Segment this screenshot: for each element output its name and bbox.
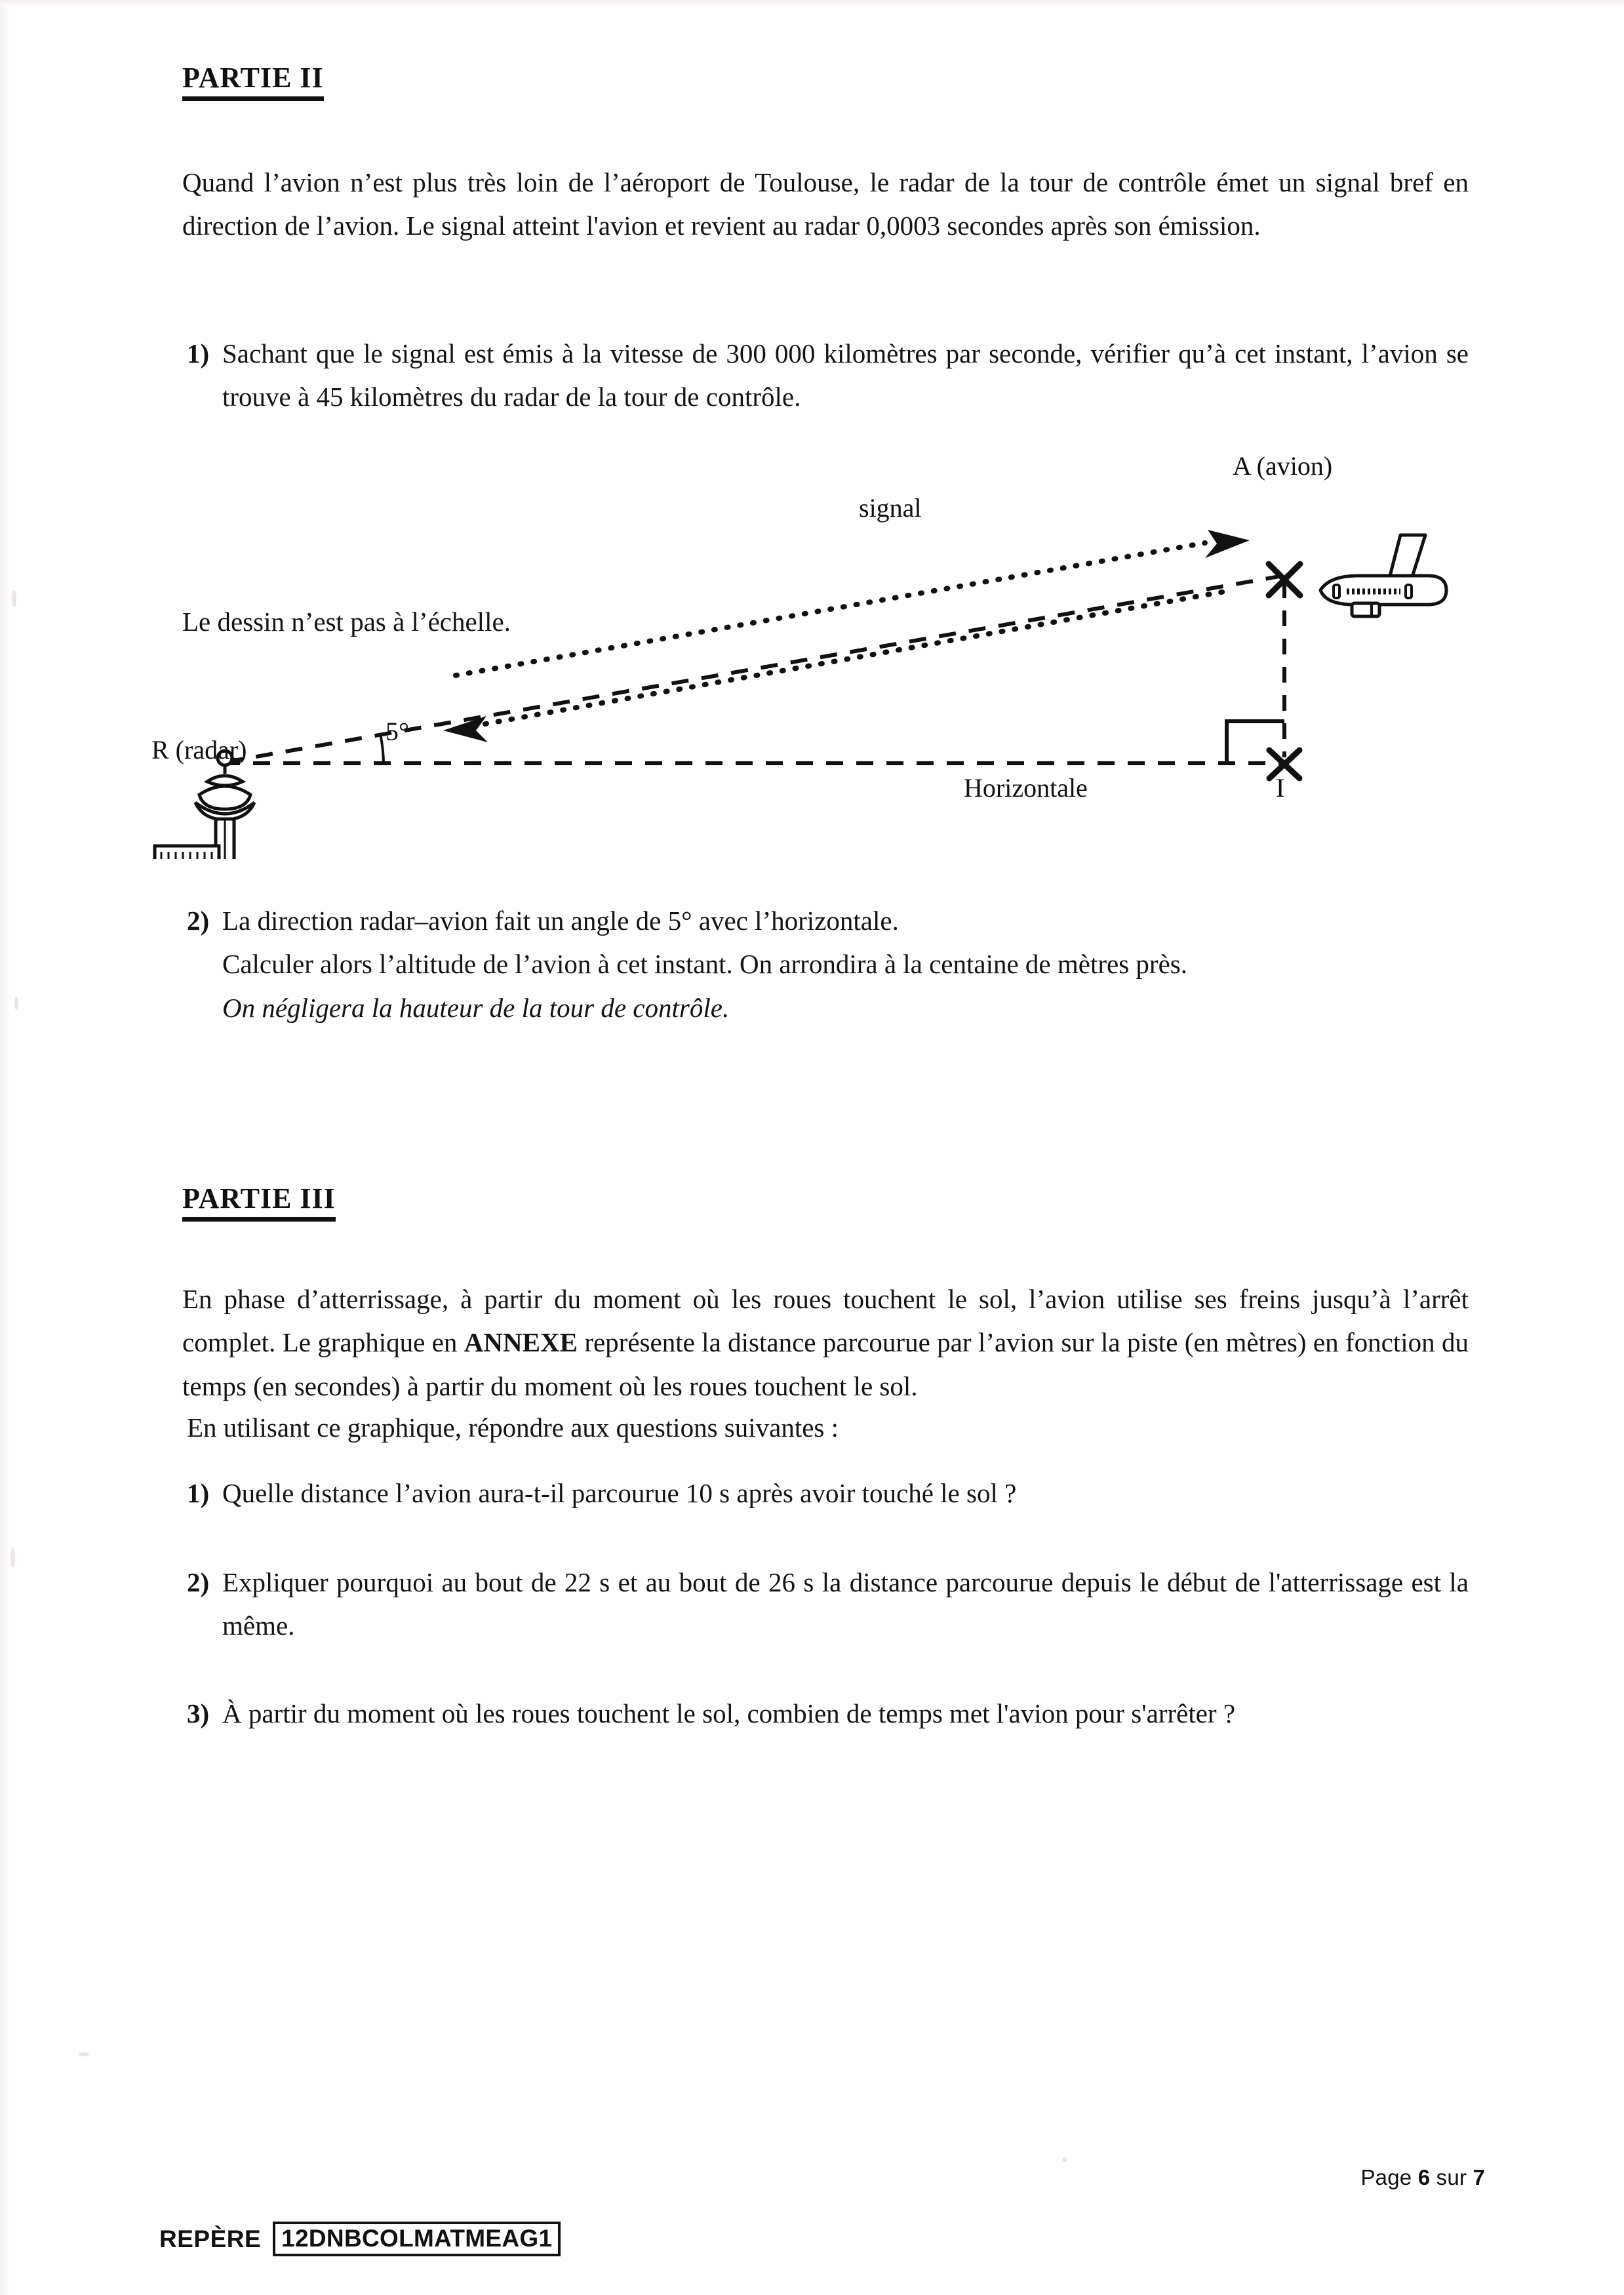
scan-speck (1062, 2157, 1067, 2162)
question-text: Expliquer pourquoi au bout de 22 s et au bout de 26 s la distance parcourue depuis le début de l'atterrissage est la même. (222, 1567, 1469, 1641)
partie-ii-question-1 (187, 332, 1469, 419)
page-prefix: Page (1360, 2165, 1418, 2189)
page-total: 7 (1473, 2165, 1485, 2189)
label-signal: signal (859, 493, 922, 523)
question-text: À partir du moment où les roues touchent le sol, combien de temps met l'avion pour s'arrêter ? (222, 1698, 1236, 1728)
repere-code-box: 12DNBCOLMATMEAG1 (273, 2222, 561, 2256)
question-number: 2) (187, 906, 210, 936)
annexe-emphasis: ANNEXE (464, 1327, 578, 1358)
repere-label: REPÈRE (159, 2225, 262, 2252)
scan-speck (14, 997, 18, 1010)
question-number: 2) (187, 1567, 210, 1597)
question-line-3-italic: On négligera la hauteur de la tour de contrôle. (222, 992, 730, 1023)
partie-ii-intro-paragraph: Quand l’avion n’est plus très loin de l’aéroport de Toulouse, le radar de la tour de contrôle émet un signal bref en direction de l’avion. Le signal atteint l'avion et revient au radar 0,0003 secondes après son émission. (182, 167, 1469, 241)
question-text: Quelle distance l’avion aura-t-il parcourue 10 s après avoir touché le sol ? (222, 1478, 1017, 1508)
scan-speck (79, 2052, 89, 2056)
question-number: 3) (187, 1698, 210, 1728)
partie-iii-question-3 (187, 1692, 1469, 1735)
label-point-a: A (avion) (1233, 451, 1333, 481)
question-line-2: Calculer alors l’altitude de l’avion à cet instant. On arrondira à la centaine de mètres près. (222, 949, 1187, 980)
partie-iii-question-2 (187, 1561, 1469, 1648)
section-heading-partie-ii: PARTIE II (182, 63, 324, 101)
label-horizontale: Horizontale (964, 773, 1088, 803)
page-number: 6 (1417, 2165, 1431, 2189)
scan-edge-left (0, 0, 9, 2295)
intro-text-part-2: représente la distance parcourue par l’avion sur la piste (en mètres) en fonction du temps (en secondes) à partir du moment où les roues touchent le sol. (182, 1327, 1469, 1401)
partie-ii-question-2 (187, 899, 1469, 1029)
question-line-1: La direction radar–avion fait un angle de 5° avec l’horizontale. (222, 906, 899, 936)
question-number: 1) (187, 338, 210, 369)
scan-edge-top (0, 0, 1624, 7)
scan-speck (10, 1547, 15, 1567)
page-indicator (1360, 2165, 1485, 2190)
partie-iii-question-1 (187, 1471, 1469, 1515)
partie-iii-intro-paragraph (182, 1277, 1469, 1408)
diagram-svg (151, 459, 1501, 859)
partie-iii-instruction-line: En utilisant ce graphique, répondre aux questions suivantes : (187, 1412, 839, 1443)
label-angle-5-degrees: 5° (386, 717, 409, 746)
radar-airplane-diagram (151, 451, 1501, 859)
page-middle: sur (1430, 2165, 1473, 2189)
question-text: Sachant que le signal est émis à la vitesse de 300 000 kilomètres par seconde, vérifier qu’à cet instant, l’avion se trouve à 45 kilomètres du radar de la tour de contrôle. (222, 338, 1469, 412)
section-heading-partie-iii: PARTIE III (182, 1184, 336, 1222)
scan-speck (12, 590, 16, 607)
question-number: 1) (187, 1478, 210, 1508)
angle-arc-5deg (380, 734, 384, 762)
intro-text-part-1: En phase d’atterrissage, à partir du moment où les roues touchent le sol, l’avion utilise ses freins jusqu’à l’arrêt complet. Le graphique en (182, 1284, 1469, 1358)
figure-scale-note: Le dessin n’est pas à l’échelle. (182, 607, 511, 637)
signal-outgoing-arrowhead (1205, 530, 1250, 558)
label-point-r: R (radar) (151, 735, 247, 765)
label-point-i: I (1276, 773, 1285, 803)
repere-footer (159, 2222, 561, 2256)
control-tower-icon (155, 751, 254, 859)
airplane-icon (1320, 535, 1446, 616)
